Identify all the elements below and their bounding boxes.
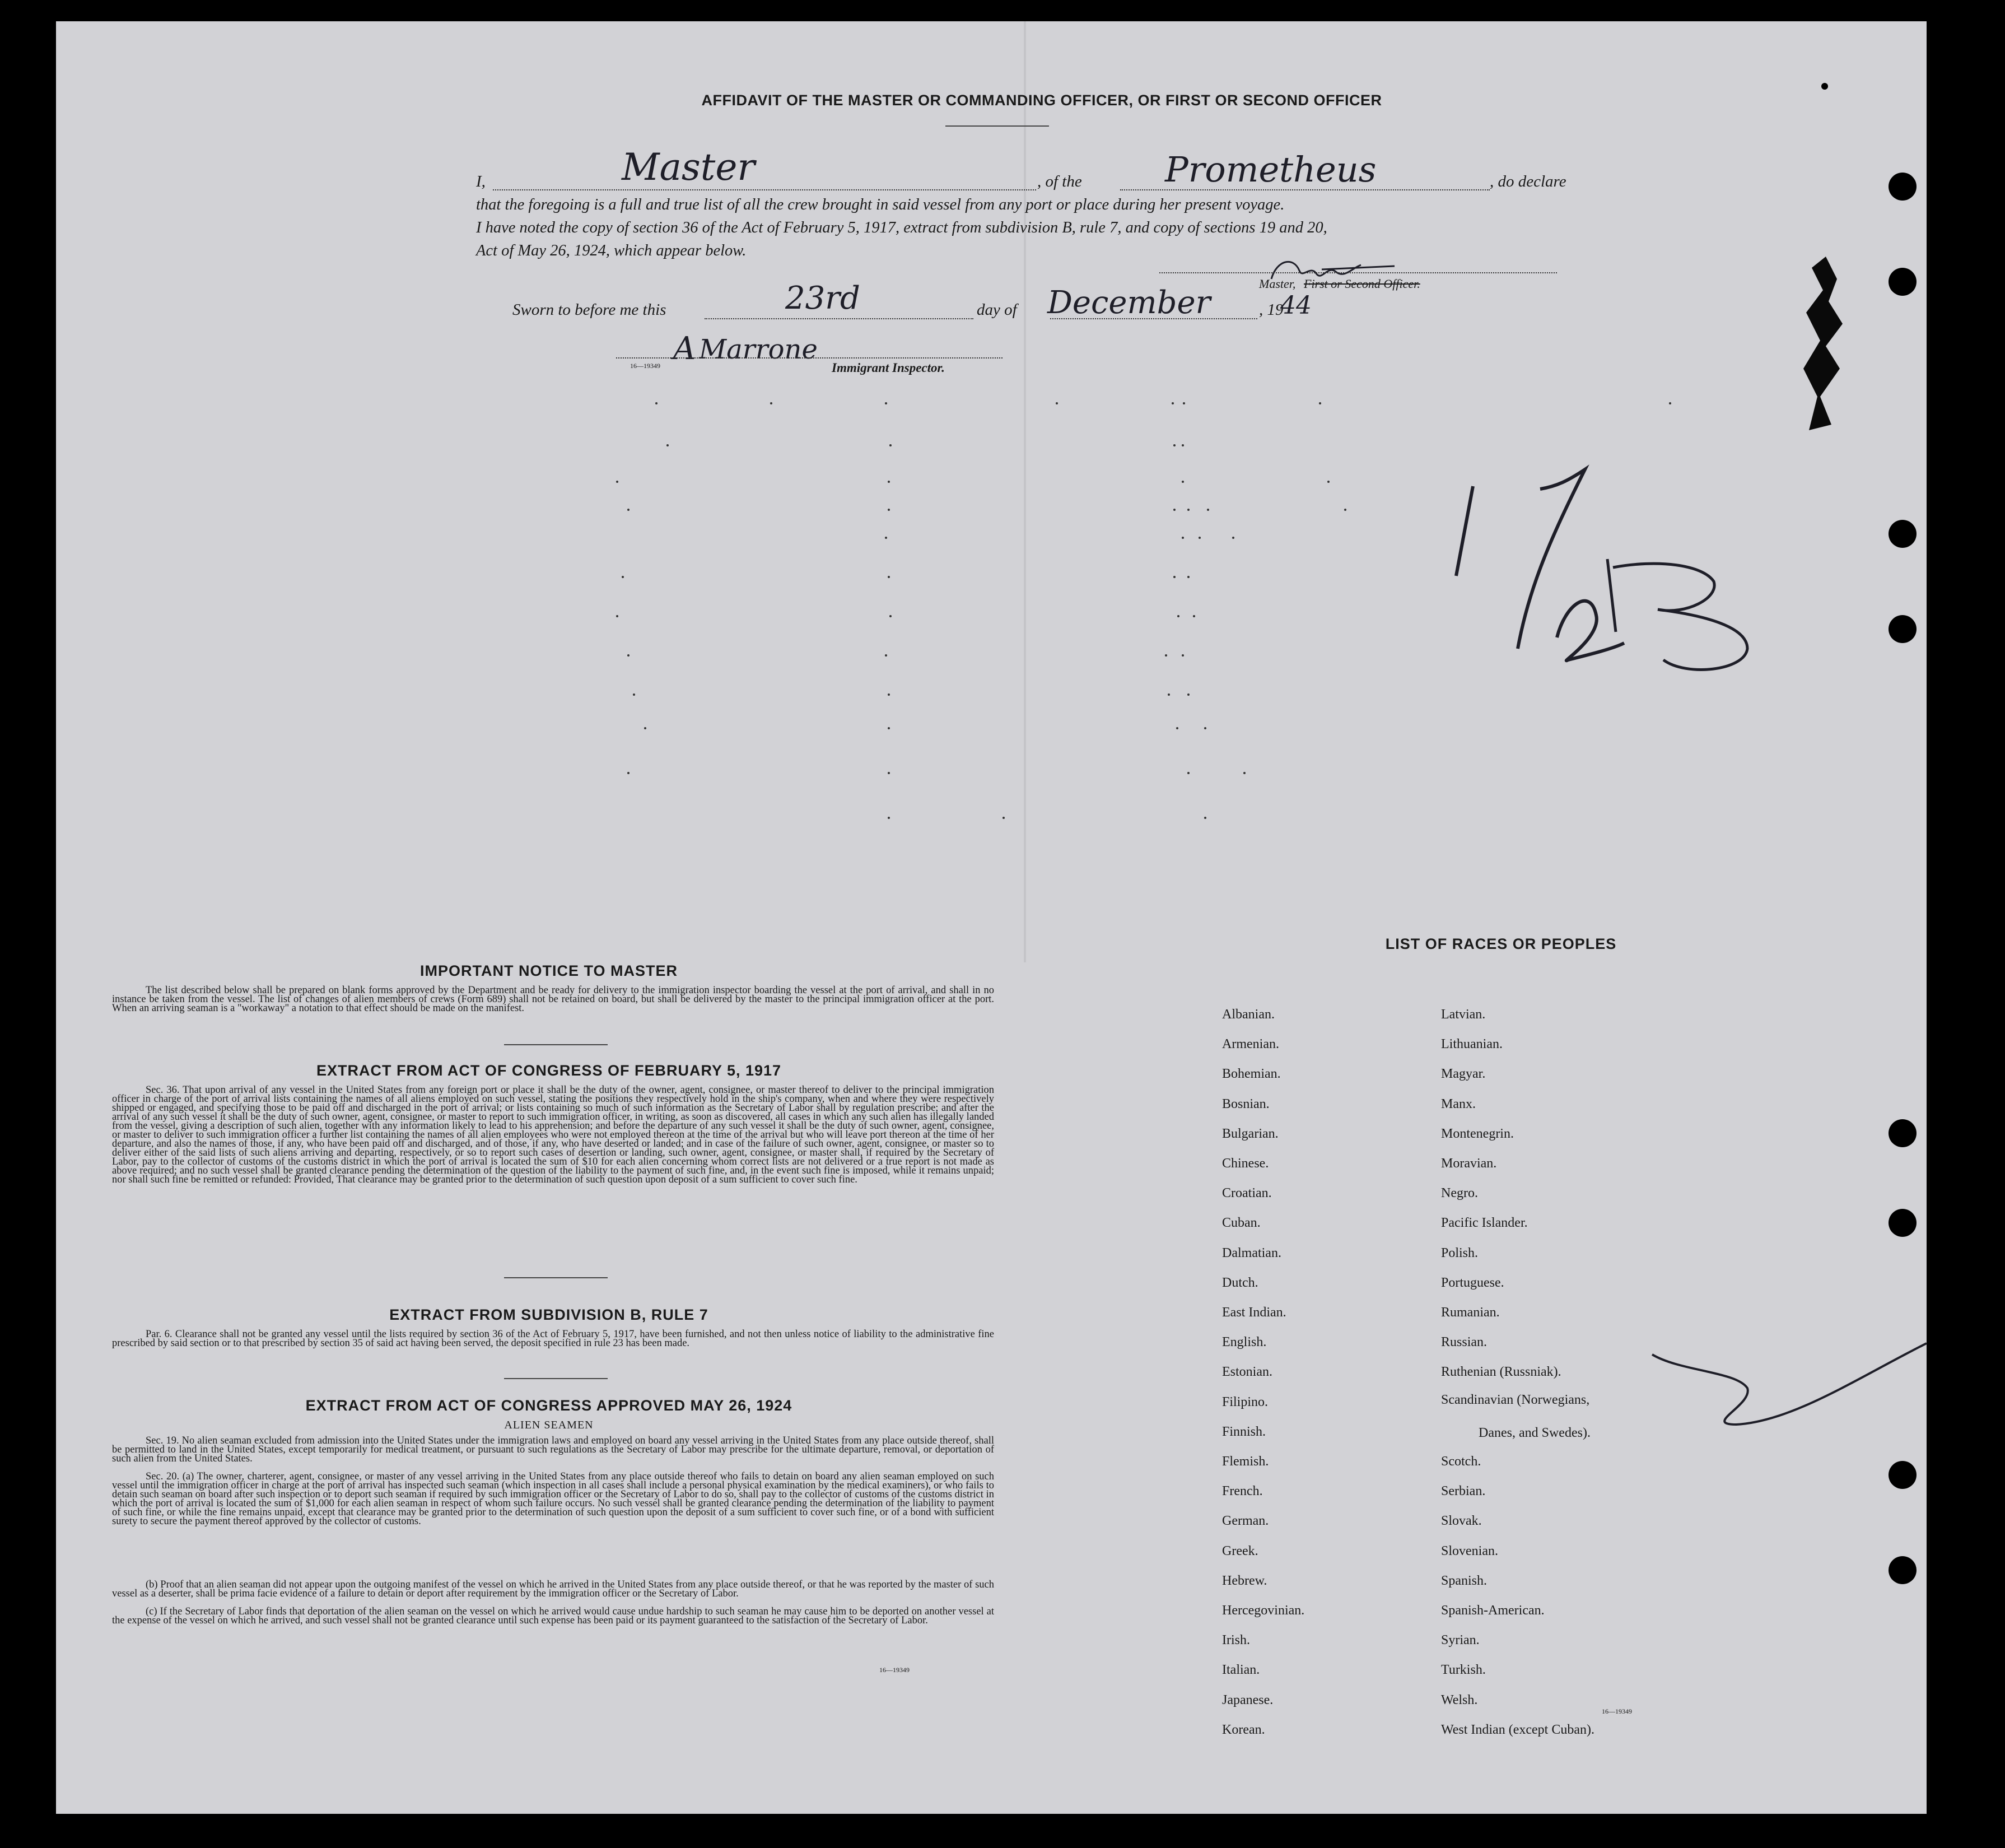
race-item: Manx. (1441, 1096, 1476, 1111)
extract-1917-title: EXTRACT FROM ACT OF CONGRESS OF FEBRUARY 5, 1917 (316, 1062, 782, 1079)
race-item: Bosnian. (1222, 1096, 1270, 1111)
race-item: Finnish. (1222, 1424, 1266, 1439)
extract-1924-title: EXTRACT FROM ACT OF CONGRESS APPROVED MAY 26, 1924 (305, 1397, 792, 1414)
of-the-label: , of the (1037, 173, 1082, 190)
i-label: I, (476, 173, 486, 190)
section-divider (504, 1277, 608, 1278)
race-item: Scotch. (1441, 1454, 1481, 1469)
punch-hole (1889, 520, 1917, 548)
race-item: Danes, and Swedes). (1479, 1426, 1591, 1441)
extract-1924-subtitle: ALIEN SEAMEN (504, 1419, 594, 1431)
race-item: Magyar. (1441, 1067, 1486, 1082)
race-item: Montenegrin. (1441, 1126, 1514, 1141)
punch-hole (1889, 615, 1917, 643)
race-item: Slovenian. (1441, 1543, 1498, 1558)
notice-title: IMPORTANT NOTICE TO MASTER (420, 962, 678, 979)
race-item: Cuban. (1222, 1216, 1261, 1231)
extract-rule7-body: Par. 6. Clearance shall not be granted any vessel until the lists required by section 36 of the Act of February 5, 1917, have been furnished, and not then unless notice of liability to the administrative fine prescribed by said section or to that prescribed by section 35 of said act having been served, the deposit specified in rule 23 has been made. (112, 1329, 994, 1349)
caption-master: Master, (1259, 277, 1296, 291)
extract-1917-body: Sec. 36. That upon arrival of any vessel in the United States from any foreign port or place it shall be the duty of the owner, agent, consignee, or master thereof to deliver to the principal immigration officer in charge of the port of arrival lists containing the names of all aliens employed on such vessel, stating the positions they respectively hold in the ship's company, when and where they were respectively shipped or engaged, and specifying those to be paid off and discharged in the port of arrival; or lists containing so much of such information as the Secretary of Labor shall by regulation prescribe; and after the arrival of any such vessel it shall be the duty of such owner, agent, consignee, or master to report to such immigration officer, in writing, as soon as discovered, all cases in which any such alien has illegally landed from the vessel, giving a description of such alien, together with any information likely to lead to his apprehension; and before the departure of any such vessel it shall be the duty of such owner, agent, consignee, or master to deliver to such immigration officer a further list containing the names of all alien employees who were not employed thereon at the time of the arrival but who will leave port thereon at the time of her departure, and also the names of those, if any, who have been paid off and discharged, and of those, if any, who have deserted or landed; and in case of the failure of such owner, agent, consignee, or master so to deliver either of the said lists of such aliens arriving and departing, respectively, or so to report such cases of desertion or landing, such owner, agent, consignee, or master shall, if required by the Secretary of Labor, pay to the collector of customs of the customs district in which the port of arrival is located the sum of $10 for each alien concerning whom correct lists are not delivered or a true report is not made as above required; and no such vessel shall be granted clearance pending the determination of the question of the liability to the payment of such fine, and, in the event such fine is imposed, while it remains unpaid; nor shall such fine be remitted or refunded: Provided, That clearance may be granted prior to the determination of such question upon deposit of a sum sufficient to cover such fine. (112, 1084, 994, 1185)
race-item: Hebrew. (1222, 1573, 1267, 1588)
signature-line (1159, 272, 1557, 273)
race-item: West Indian (except Cuban). (1441, 1722, 1594, 1737)
year-handwritten: 44 (1280, 291, 1312, 320)
race-item: Albanian. (1222, 1007, 1275, 1022)
race-item: Lithuanian. (1441, 1037, 1503, 1052)
race-item: German. (1222, 1514, 1269, 1529)
race-item: English. (1222, 1335, 1267, 1350)
race-item: Ruthenian (Russniak). (1441, 1365, 1561, 1380)
fold-line (1024, 21, 1026, 962)
form-number-top: 16—19349 (630, 362, 660, 370)
race-item: Greek. (1222, 1543, 1258, 1558)
document-sheet (56, 21, 1927, 1814)
affidavit-title: AFFIDAVIT OF THE MASTER OR COMMANDING OFFICER, OR FIRST OR SECOND OFFICER (701, 92, 1382, 109)
year-prefix: , 19 (1259, 301, 1284, 319)
handwritten-scrawl (1647, 1310, 1938, 1439)
punch-hole (1889, 1461, 1917, 1489)
punch-hole (1889, 173, 1917, 201)
race-item: Negro. (1441, 1186, 1478, 1201)
affidavit-line-3: I have noted the copy of section 36 of the Act of February 5, 1917, extract from subdivision B, rule 7, and copy of sections 19 and 20, (476, 219, 1327, 236)
race-item: Serbian. (1441, 1484, 1486, 1499)
extract-rule7-title: EXTRACT FROM SUBDIVISION B, RULE 7 (389, 1306, 708, 1323)
master-line (493, 189, 1036, 190)
race-item: Moravian. (1441, 1156, 1497, 1171)
race-item: Korean. (1222, 1722, 1265, 1737)
race-item: Turkish. (1441, 1663, 1486, 1678)
race-item: Spanish-American. (1441, 1603, 1545, 1618)
race-item: Pacific Islander. (1441, 1216, 1528, 1231)
month-handwritten: December (1047, 285, 1211, 321)
inspector-signature-initials: A (673, 331, 696, 367)
affidavit-line-2: that the foregoing is a full and true list of all the crew brought in said vessel from any port or place during her present voyage. (476, 196, 1285, 213)
affidavit-line-4: Act of May 26, 1924, which appear below. (476, 242, 747, 259)
race-item: Estonian. (1222, 1365, 1272, 1380)
race-item: Italian. (1222, 1663, 1260, 1678)
handwritten-annotation (1423, 447, 1803, 682)
race-item: Hercegovinian. (1222, 1603, 1305, 1618)
race-item: Spanish. (1441, 1573, 1488, 1588)
extract-1924-sec20a: Sec. 20. (a) The owner, charterer, agent, consignee, or master of any vessel arriving in the United States from any place outside thereof who fails to detain on board any alien seaman employed on such vessel until the immigration officer in charge at the port of arrival has inspected such seaman (which inspection in all cases shall include a personal physical examination by the medical examiners), or who fails to detain such seaman on board after such inspection or to deport such seaman if required by such immigration officer or the Secretary of Labor to do so, shall pay to the collector of customs of the customs district in which the port of arrival is located the sum of $1,000 for each alien seaman in respect of whom such failure occurs. No such vessel shall be granted clearance pending the determination of the liability to payment of such fine, or while the fine remains unpaid, except that clearance may be granted prior to the determination of such question upon the deposit of a sum sufficient to cover such fine, or of a bond with sufficient surety to secure the payment thereof approved by the collector of customs. (112, 1471, 994, 1527)
race-item: Polish. (1441, 1245, 1479, 1260)
extract-1924-sec20c: (c) If the Secretary of Labor finds that deportation of the alien seaman on the vessel on which he arrived would cause undue hardship to such seaman he may cause him to be deported on another vessel at the expense of the vessel on which he arrived, and such vessel shall not be granted clearance until such expense has been paid or its payment guaranteed to the satisfaction of the Secretary of Labor. (112, 1606, 994, 1626)
inspector-signature: Marrone (699, 334, 818, 365)
master-handwritten: Master (622, 146, 755, 189)
punch-hole (1889, 1119, 1917, 1147)
form-number-races: 16—19349 (1602, 1707, 1632, 1715)
race-item: Scandinavian (Norwegians, (1441, 1392, 1590, 1407)
race-item: Japanese. (1222, 1692, 1274, 1707)
ink-spot (1821, 83, 1828, 90)
section-divider (504, 1044, 608, 1045)
form-number-bottom-left: 16—19349 (879, 1666, 910, 1674)
race-item: Chinese. (1222, 1156, 1269, 1171)
section-divider (504, 1378, 608, 1379)
punch-hole (1889, 1209, 1917, 1237)
inspector-caption: Immigrant Inspector. (832, 361, 945, 375)
extract-1924-sec20b: (b) Proof that an alien seaman did not appear upon the outgoing manifest of the vessel on which he arrived in the United States from any place outside thereof, or that he was reported by the master of such vessel as a deserter, shall be prima facie evidence of a failure to detain or deport after requirement by the immigration officer or the Secretary of Labor. (112, 1579, 994, 1599)
day-of-label: day of (977, 301, 1017, 319)
race-item: Rumanian. (1441, 1305, 1500, 1320)
race-item: Russian. (1441, 1335, 1488, 1350)
punch-hole (1889, 268, 1917, 296)
race-item: Bohemian. (1222, 1067, 1281, 1082)
races-title: LIST OF RACES OR PEOPLES (1385, 935, 1617, 952)
notice-body: The list described below shall be prepared on blank forms approved by the Department and be ready for delivery to the immigration inspector boarding the vessel at the port of arrival, and shall in no instance be taken from the vessel. The list of changes of alien members of crews (Form 689) shall not be retained on board, but shall be delivered by the master to the principal immigration officer at the port. When an arriving seaman is a "workaway" a notation to that effect should be made on the manifest. (112, 985, 994, 1014)
race-item: Slovak. (1441, 1514, 1482, 1529)
race-item: Bulgarian. (1222, 1126, 1279, 1141)
sworn-label: Sworn to before me this (512, 301, 666, 319)
race-item: Irish. (1222, 1633, 1250, 1648)
race-item: Welsh. (1441, 1692, 1478, 1707)
race-item: Flemish. (1222, 1454, 1269, 1469)
race-item: Syrian. (1441, 1633, 1480, 1648)
extract-1924-sec19: Sec. 19. No alien seaman excluded from admission into the United States under the immigration laws and employed on board any vessel arriving in the United States from any place outside thereof, shall be permitted to land in the United States, except temporarily for medical treatment, or pursuant to such regulations as the Secretary of Labor may prescribe for the ultimate departure, removal, or deportation of such alien from the United States. (112, 1435, 994, 1464)
race-item: Filipino. (1222, 1394, 1269, 1409)
day-line (705, 318, 973, 319)
race-item: Portuguese. (1441, 1275, 1504, 1290)
inspector-line (616, 357, 1002, 359)
title-divider (945, 125, 1049, 127)
torn-edge-mark (1803, 257, 1848, 436)
race-item: East Indian. (1222, 1305, 1286, 1320)
race-item: French. (1222, 1484, 1263, 1499)
race-item: Dutch. (1222, 1275, 1258, 1290)
caption-first-second-officer: First or Second Officer. (1304, 277, 1420, 291)
declare-label: , do declare (1490, 173, 1566, 190)
race-item: Armenian. (1222, 1037, 1279, 1052)
day-handwritten: 23rd (785, 280, 860, 316)
vessel-handwritten: Prometheus (1165, 149, 1377, 190)
race-item: Dalmatian. (1222, 1245, 1281, 1260)
punch-hole (1889, 1556, 1917, 1584)
race-item: Latvian. (1441, 1007, 1486, 1022)
race-item: Croatian. (1222, 1186, 1272, 1201)
